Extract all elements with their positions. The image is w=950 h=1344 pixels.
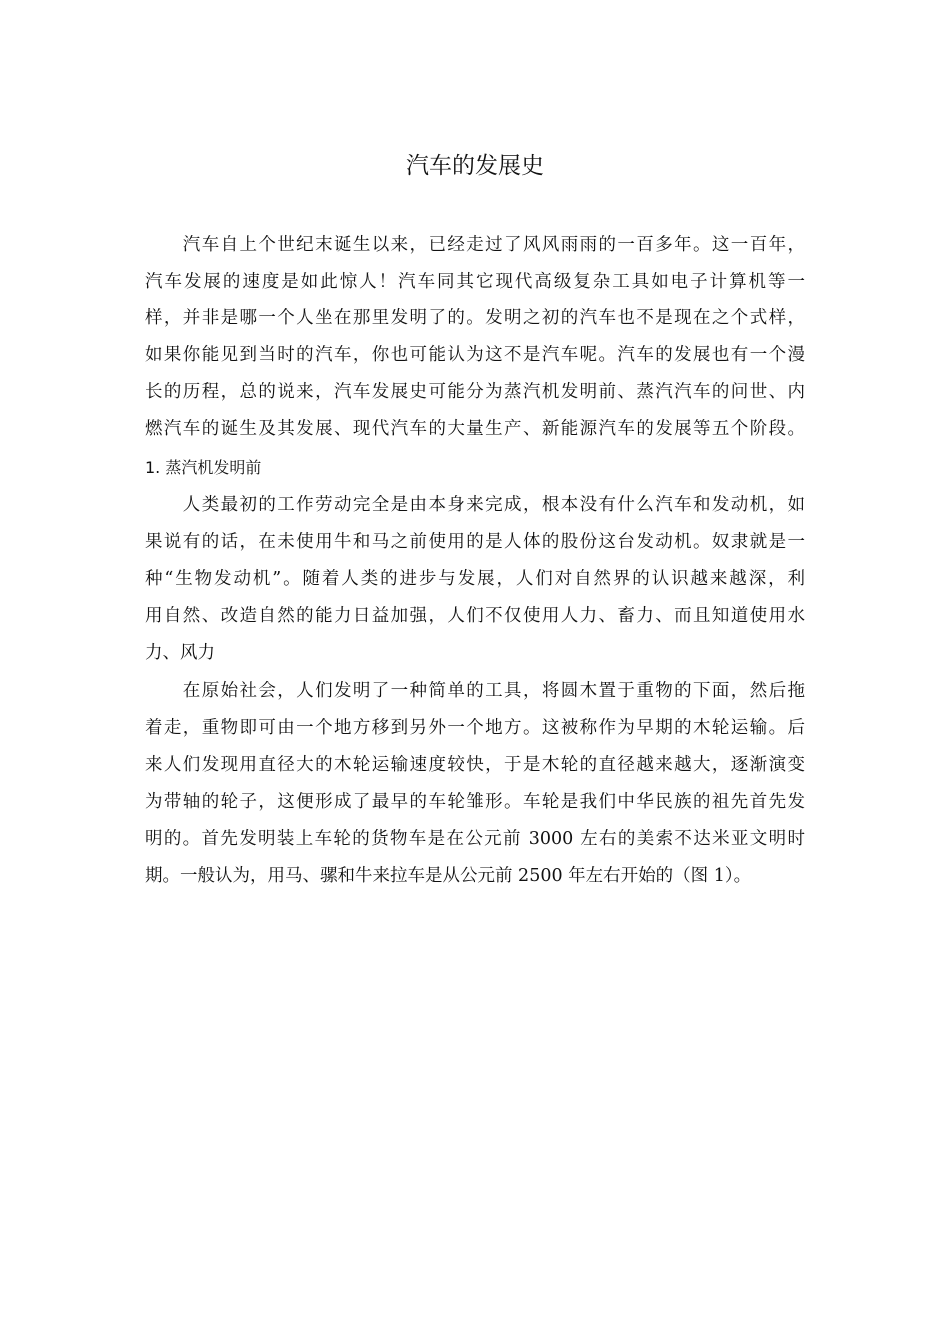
paragraph-line: 来人们发现用直径大的木轮运输速度较快，于是木轮的直径越来越大，逐渐演变 [145,755,805,775]
intro-line: 燃汽车的诞生及其发展、现代汽车的大量生产、新能源汽车的发展等五个阶段。 [145,419,805,439]
paragraph-line: 人类最初的工作劳动完全是由本身来完成，根本没有什么汽车和发动机，如 [145,495,805,515]
paragraph-line: 期。一般认为，用马、骡和牛来拉车是从公元前 2500 年左右开始的（图 1）。 [145,866,752,886]
paragraph-line: 用自然、改造自然的能力日益加强，人们不仅使用人力、畜力、而且知道使用水 [145,606,805,626]
paragraph-line: 在原始社会，人们发明了一种简单的工具，将圆木置于重物的下面，然后拖 [145,681,805,701]
paragraph-line: 力、风力 [145,643,215,663]
paragraph-line: 种“生物发动机”。随着人类的进步与发展，人们对自然界的认识越来越深，利 [145,569,805,589]
paragraph-line: 着走，重物即可由一个地方移到另外一个地方。这被称作为早期的木轮运输。后 [145,718,805,738]
paragraph-line: 果说有的话，在未使用牛和马之前使用的是人体的股份这台发动机。奴隶就是一 [145,532,805,552]
paragraph-line: 明的。首先发明装上车轮的货物车是在公元前 3000 左右的美索不达米亚文明时 [145,829,805,849]
document-title: 汽车的发展史 [406,153,544,179]
section-heading: 1. 蒸汽机发明前 [145,458,262,477]
intro-line: 长的历程，总的说来，汽车发展史可能分为蒸汽机发明前、蒸汽汽车的问世、内 [145,382,805,402]
paragraph-line: 为带轴的轮子，这便形成了最早的车轮雏形。车轮是我们中华民族的祖先首先发 [145,792,805,812]
intro-line: 汽车自上个世纪末诞生以来，已经走过了风风雨雨的一百多年。这一百年， [145,235,805,255]
intro-line: 样，并非是哪一个人坐在那里发明了的。发明之初的汽车也不是现在之个式样， [145,308,805,328]
intro-line: 汽车发展的速度是如此惊人！汽车同其它现代高级复杂工具如电子计算机等一 [145,272,805,292]
intro-line: 如果你能见到当时的汽车，你也可能认为这不是汽车呢。汽车的发展也有一个漫 [145,345,805,365]
